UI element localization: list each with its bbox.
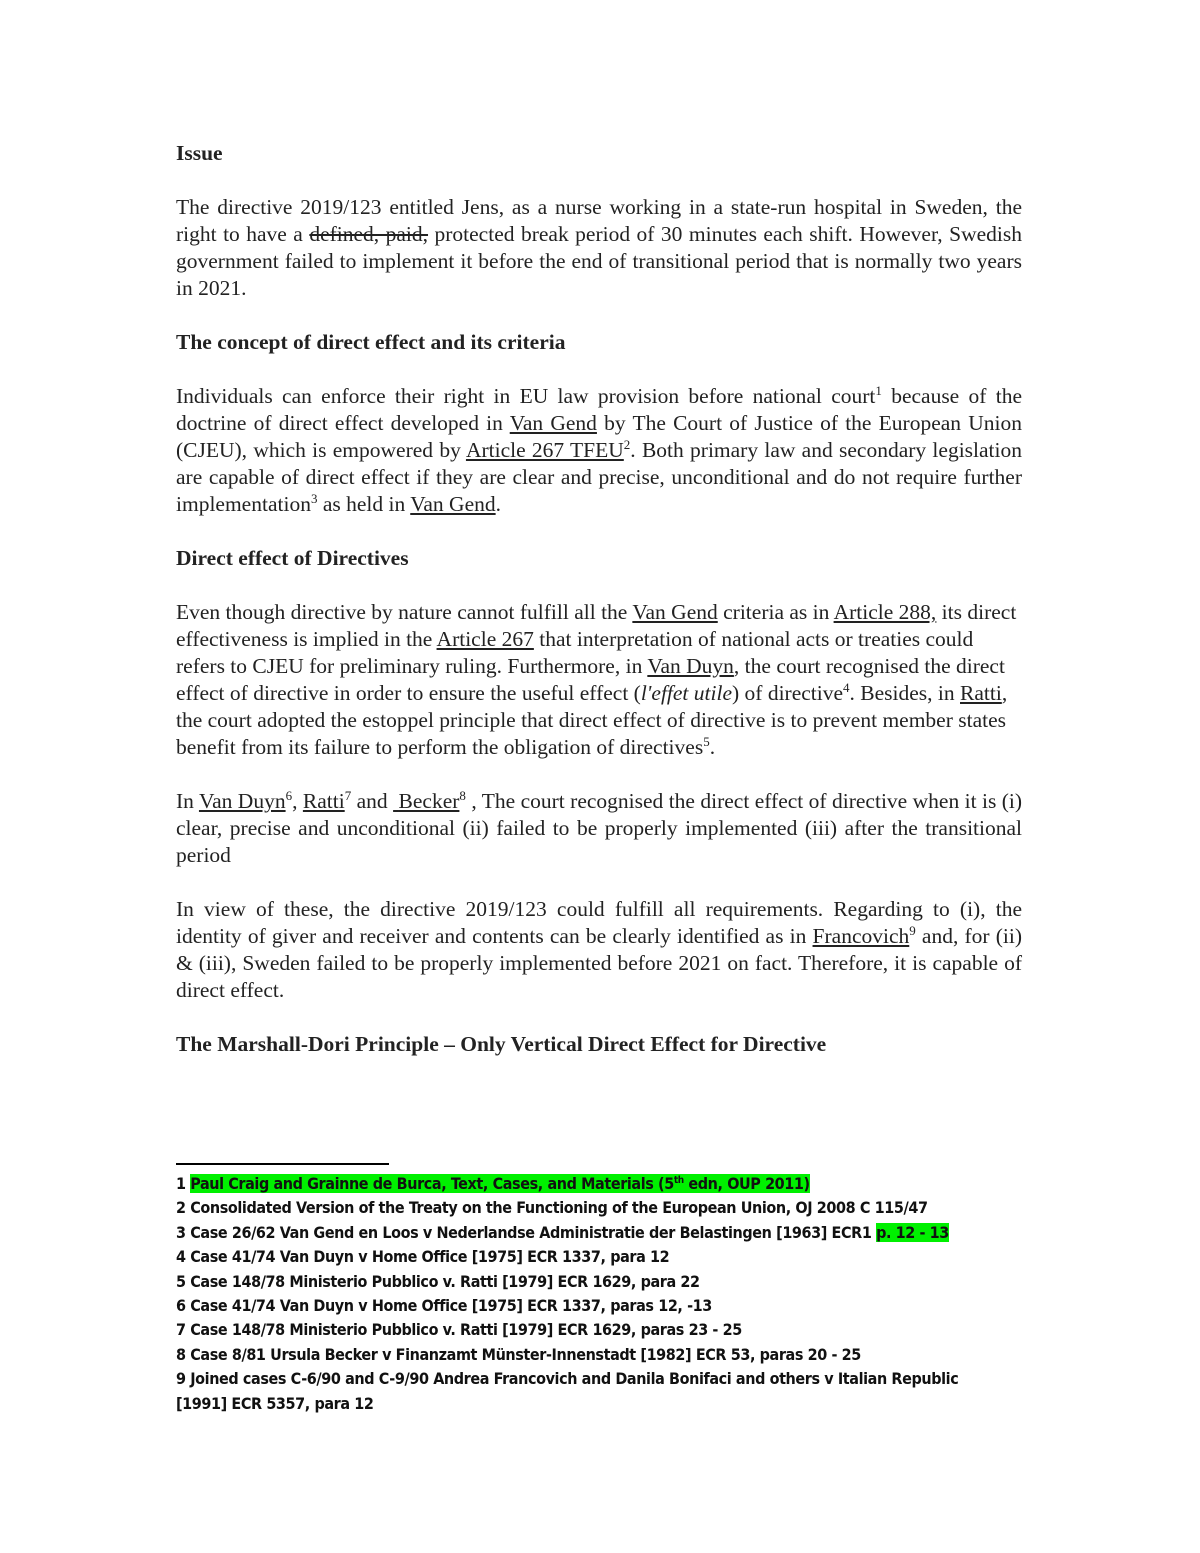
criteria-paragraph: In Van Duyn$^6$, Ratti$^7$ and Becker$^8$ , The court recognised the direct effect of directive when it is (i) clear, precise and unconditional (ii) failed to be properly implemented (iii) after the transitional period xyxy=(176,788,1023,867)
document-body xyxy=(176,140,1022,1058)
effet-utile: l'effet utile xyxy=(640,681,732,705)
footnote-ref[interactable]: 4 xyxy=(843,680,850,695)
footnote-ref[interactable]: 6 xyxy=(285,788,293,803)
issue-paragraph: The directive 2019/123 entitled Jens, as a nurse working in a state-run hospital in Sweden, the right to have a defined, paid, protected break period of 30 minutes each shift. However, Swedish government failed to implement it before the end of transitional period that is normally two years in 2021. xyxy=(176,195,1022,300)
footnote-separator xyxy=(176,1163,389,1165)
case-ref-ratti: Ratti xyxy=(302,789,345,813)
footnote-ref[interactable]: 3 xyxy=(310,491,318,506)
footnote-5: 5 Case 148/78 Ministerio Pubblico v. Ratti [1979] ECR 1629, para 22 xyxy=(176,1271,700,1291)
footnote-9: 9 Joined cases C-6/90 and C-9/90 Andrea Francovich and Danila Bonifaci and others v Italian Republic xyxy=(176,1369,959,1389)
footnote-8: 8 Case 8/81 Ursula Becker v Finanzamt Münster-Innenstadt [1982] ECR 53, paras 20 - 25 xyxy=(176,1344,861,1364)
article-267-ref: Article 267 xyxy=(436,627,534,651)
footnote-9-cont: [1991] ECR 5357, para 12 xyxy=(176,1393,374,1413)
footnote-1: 1 Paul Craig and Grainne de Burca, Text, Cases, and Materials (5th edn, OUP 2011) xyxy=(176,1174,810,1193)
article-267-ref: Article 267 TFEU xyxy=(465,438,624,462)
footnote-ref[interactable]: 8 xyxy=(459,788,466,803)
case-ref-francovich: Francovich xyxy=(812,924,910,948)
concept-paragraph: Individuals can enforce their right in EU law provision before national court$^1$ because of the doctrine of direct effect developed in Van Gend by The Court of Justice of the European Union (CJEU), which is empowered by Article 267 TFEU$^2$. Both primary law and secondary legislation are capable of direct effect if they are clear and precise, unconditional and do not require further implementation$^3$ as held in Van Gend. xyxy=(176,383,1023,516)
footnote-ref[interactable]: 2 xyxy=(623,437,631,452)
footnote-3: 3 Case 26/62 Van Gend en Loos v Nederlandse Administratie der Belastingen [1963] ECR1 p. 12 - 13 xyxy=(176,1222,949,1242)
heading-issue: Issue xyxy=(176,141,223,165)
struck-text: defined, paid, xyxy=(309,222,429,246)
highlighted-text: p. 12 - 13 xyxy=(876,1222,949,1242)
case-ref-van-gend: Van Gend xyxy=(410,492,496,516)
case-ref-ratti: Ratti xyxy=(960,681,1002,705)
heading-concept: The concept of direct effect and its criteria xyxy=(176,330,566,354)
highlighted-text: Paul Craig and Grainne de Burca, Text, Cases, and Materials (5th edn, OUP 2011) xyxy=(190,1174,810,1193)
footnote-ref[interactable]: 9 xyxy=(909,923,916,938)
footnotes xyxy=(176,1172,1022,1416)
case-ref-van-gend: Van Gend xyxy=(509,411,597,435)
article-288-ref: Article 288, xyxy=(833,600,937,624)
case-ref-van-duyn: Van Duyn xyxy=(198,789,286,813)
footnote-7: 7 Case 148/78 Ministerio Pubblico v. Ratti [1979] ECR 1629, paras 23 - 25 xyxy=(176,1320,742,1340)
case-ref-van-gend: Van Gend xyxy=(632,600,718,624)
footnote-ref[interactable]: 7 xyxy=(344,788,352,803)
footnote-2: 2 Consolidated Version of the Treaty on the Functioning of the European Union, OJ 2008 C 115/47 xyxy=(176,1198,928,1218)
view-paragraph: In view of these, the directive 2019/123 could fulfill all requirements. Regarding to (i), the identity of giver and receiver and contents can be clearly identified as in Francovich$^9$ and, for (ii) & (iii), Sweden failed to be properly implemented before 2021 on fact. Therefore, it is capable of direct effect. xyxy=(176,897,1023,1002)
directives-paragraph: Even though directive by nature cannot fulfill all the Van Gend criteria as in Article 288, its direct effectiveness is implied in the Article 267 that interpretation of national acts or treaties could refers to CJEU for preliminary ruling. Furthermore, in Van Duyn, the court recognised the direct effect of directive in order to ensure the useful effect (l'effet utile) of directive$^4$. Besides, in Ratti, the court adopted the estoppel principle that direct effect of directive is to prevent member states benefit from its failure to perform the obligation of directives$^5$. xyxy=(176,600,1017,759)
footnote-ref[interactable]: 5 xyxy=(703,734,710,749)
heading-marshall-dori: The Marshall-Dori Principle – Only Vertical Direct Effect for Directive xyxy=(176,1032,827,1056)
footnote-ref[interactable]: 1 xyxy=(875,383,882,398)
footnote-6: 6 Case 41/74 Van Duyn v Home Office [1975] ECR 1337, paras 12, -13 xyxy=(176,1296,712,1316)
case-ref-van-duyn: Van Duyn xyxy=(647,654,734,678)
heading-directives: Direct effect of Directives xyxy=(176,546,409,570)
footnote-4: 4 Case 41/74 Van Duyn v Home Office [1975] ECR 1337, para 12 xyxy=(176,1247,670,1267)
case-ref-becker: Becker xyxy=(398,789,460,813)
